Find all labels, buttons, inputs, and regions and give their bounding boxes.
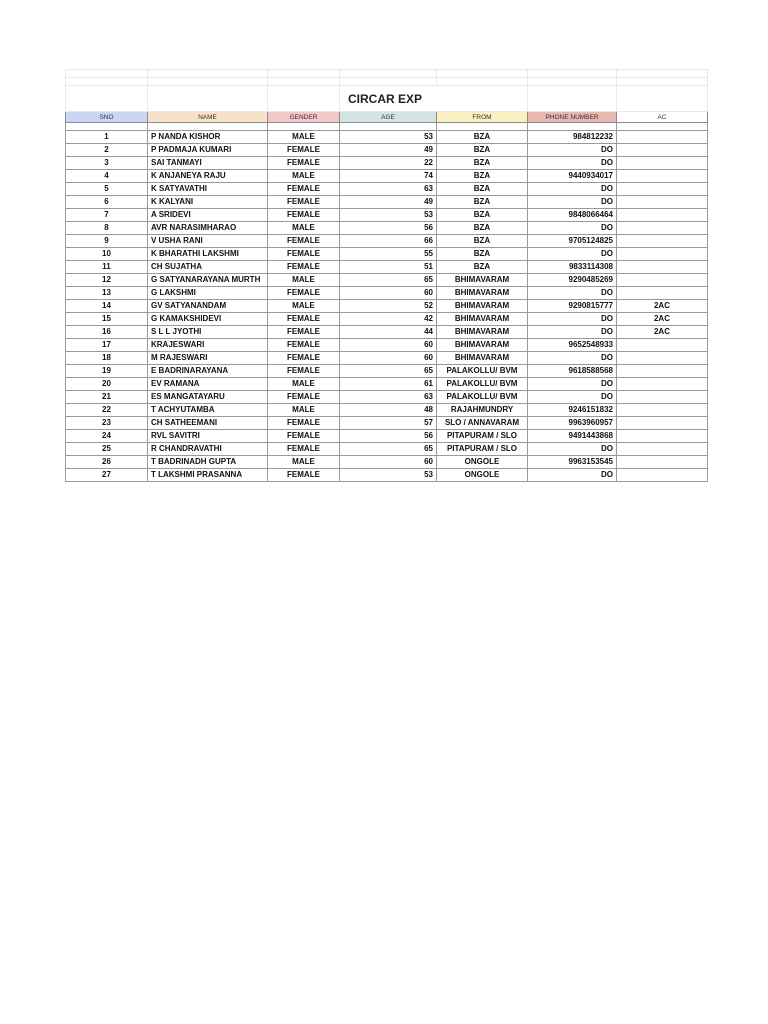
cell-name[interactable]: P NANDA KISHOR bbox=[148, 131, 268, 144]
cell-age[interactable]: 49 bbox=[340, 196, 437, 209]
cell-from[interactable]: PALAKOLLU/ BVM bbox=[437, 378, 528, 391]
cell-age[interactable]: 53 bbox=[340, 469, 437, 482]
cell-age[interactable]: 60 bbox=[340, 339, 437, 352]
cell-phone-number[interactable]: 9491443868 bbox=[528, 430, 617, 443]
cell-phone-number[interactable]: DO bbox=[528, 352, 617, 365]
cell-from[interactable]: BZA bbox=[437, 235, 528, 248]
cell-gender[interactable]: FEMALE bbox=[268, 209, 340, 222]
cell-phone-number[interactable]: DO bbox=[528, 196, 617, 209]
cell-age[interactable]: 22 bbox=[340, 157, 437, 170]
cell-phone-number[interactable]: DO bbox=[528, 248, 617, 261]
cell-name[interactable]: T LAKSHMI PRASANNA bbox=[148, 469, 268, 482]
cell-phone-number[interactable]: DO bbox=[528, 313, 617, 326]
cell-age[interactable]: 44 bbox=[340, 326, 437, 339]
cell-sno[interactable]: 4 bbox=[66, 170, 148, 183]
cell-ac[interactable]: 2AC bbox=[617, 326, 708, 339]
cell-ac[interactable] bbox=[617, 365, 708, 378]
cell-from[interactable]: BZA bbox=[437, 131, 528, 144]
cell-age[interactable]: 57 bbox=[340, 417, 437, 430]
cell-gender[interactable]: FEMALE bbox=[268, 339, 340, 352]
cell-name[interactable]: CH SATHEEMANI bbox=[148, 417, 268, 430]
cell-gender[interactable]: MALE bbox=[268, 404, 340, 417]
table-row bbox=[66, 274, 708, 287]
cell-phone-number[interactable]: 9440934017 bbox=[528, 170, 617, 183]
cell-name[interactable]: EV RAMANA bbox=[148, 378, 268, 391]
cell-sno[interactable]: 7 bbox=[66, 209, 148, 222]
cell-age[interactable]: 61 bbox=[340, 378, 437, 391]
cell-name[interactable]: K SATYAVATHI bbox=[148, 183, 268, 196]
cell-name[interactable]: K ANJANEYA RAJU bbox=[148, 170, 268, 183]
cell-ac[interactable] bbox=[617, 274, 708, 287]
cell-name[interactable]: GV SATYANANDAM bbox=[148, 300, 268, 313]
cell-sno[interactable]: 17 bbox=[66, 339, 148, 352]
cell-ac[interactable] bbox=[617, 469, 708, 482]
cell-gender[interactable]: FEMALE bbox=[268, 313, 340, 326]
cell-name[interactable]: A SRIDEVI bbox=[148, 209, 268, 222]
cell-sno[interactable]: 21 bbox=[66, 391, 148, 404]
cell-from[interactable]: BHIMAVARAM bbox=[437, 274, 528, 287]
cell-from[interactable]: BHIMAVARAM bbox=[437, 339, 528, 352]
cell-sno[interactable]: 6 bbox=[66, 196, 148, 209]
cell-gender[interactable]: FEMALE bbox=[268, 417, 340, 430]
cell-sno[interactable]: 5 bbox=[66, 183, 148, 196]
cell-ac[interactable] bbox=[617, 417, 708, 430]
table-row bbox=[66, 326, 708, 339]
header-phone-number[interactable]: PHONE NUMBER bbox=[528, 112, 617, 123]
header-age[interactable]: AGE bbox=[340, 112, 437, 123]
cell-sno[interactable]: 15 bbox=[66, 313, 148, 326]
table-row bbox=[66, 456, 708, 469]
cell-sno[interactable]: 10 bbox=[66, 248, 148, 261]
cell-phone-number[interactable]: 9963153545 bbox=[528, 456, 617, 469]
cell-sno[interactable]: 20 bbox=[66, 378, 148, 391]
cell-name[interactable]: P PADMAJA KUMARI bbox=[148, 144, 268, 157]
cell-age[interactable]: 60 bbox=[340, 352, 437, 365]
table-row bbox=[66, 222, 708, 235]
cell-ac[interactable] bbox=[617, 339, 708, 352]
cell-age[interactable]: 65 bbox=[340, 274, 437, 287]
table-row bbox=[66, 313, 708, 326]
cell-name[interactable]: RVL SAVITRI bbox=[148, 430, 268, 443]
cell-gender[interactable]: FEMALE bbox=[268, 326, 340, 339]
cell-ac[interactable] bbox=[617, 144, 708, 157]
cell-ac[interactable] bbox=[617, 196, 708, 209]
sheet-title: CIRCAR EXP bbox=[340, 86, 528, 112]
cell-gender[interactable]: FEMALE bbox=[268, 430, 340, 443]
cell-from[interactable]: BZA bbox=[437, 248, 528, 261]
cell-age[interactable]: 52 bbox=[340, 300, 437, 313]
cell-from[interactable]: BZA bbox=[437, 222, 528, 235]
table-row bbox=[66, 235, 708, 248]
cell-ac[interactable] bbox=[617, 456, 708, 469]
cell-from[interactable]: RAJAHMUNDRY bbox=[437, 404, 528, 417]
cell-sno[interactable]: 19 bbox=[66, 365, 148, 378]
cell-name[interactable]: ES MANGATAYARU bbox=[148, 391, 268, 404]
cell-sno[interactable]: 13 bbox=[66, 287, 148, 300]
table-row bbox=[66, 144, 708, 157]
cell-sno[interactable]: 11 bbox=[66, 261, 148, 274]
spacer-row bbox=[66, 123, 708, 131]
cell-from[interactable]: PITAPURAM / SLO bbox=[437, 443, 528, 456]
cell-gender[interactable]: MALE bbox=[268, 378, 340, 391]
cell-age[interactable]: 60 bbox=[340, 287, 437, 300]
cell-name[interactable]: M RAJESWARI bbox=[148, 352, 268, 365]
table-row bbox=[66, 261, 708, 274]
table-row bbox=[66, 352, 708, 365]
table-row bbox=[66, 196, 708, 209]
table-row bbox=[66, 131, 708, 144]
cell-phone-number[interactable]: 9652548933 bbox=[528, 339, 617, 352]
cell-phone-number[interactable]: DO bbox=[528, 378, 617, 391]
title-row bbox=[66, 86, 708, 112]
cell-age[interactable]: 56 bbox=[340, 222, 437, 235]
cell-sno[interactable]: 9 bbox=[66, 235, 148, 248]
cell-ac[interactable] bbox=[617, 430, 708, 443]
cell-from[interactable]: BZA bbox=[437, 209, 528, 222]
cell-gender[interactable]: MALE bbox=[268, 222, 340, 235]
cell-name[interactable]: KRAJESWARI bbox=[148, 339, 268, 352]
cell-from[interactable]: PALAKOLLU/ BVM bbox=[437, 391, 528, 404]
cell-name[interactable]: CH SUJATHA bbox=[148, 261, 268, 274]
cell-sno[interactable]: 1 bbox=[66, 131, 148, 144]
cell-age[interactable]: 56 bbox=[340, 430, 437, 443]
header-name[interactable]: NAME bbox=[148, 112, 268, 123]
table-row bbox=[66, 170, 708, 183]
table-row bbox=[66, 391, 708, 404]
cell-gender[interactable]: FEMALE bbox=[268, 248, 340, 261]
cell-ac[interactable] bbox=[617, 287, 708, 300]
cell-gender[interactable]: FEMALE bbox=[268, 183, 340, 196]
cell-sno[interactable]: 12 bbox=[66, 274, 148, 287]
cell-name[interactable]: R CHANDRAVATHI bbox=[148, 443, 268, 456]
cell-name[interactable]: G LAKSHMI bbox=[148, 287, 268, 300]
cell-name[interactable]: T BADRINADH GUPTA bbox=[148, 456, 268, 469]
passenger-table bbox=[65, 69, 708, 482]
cell-phone-number[interactable]: DO bbox=[528, 326, 617, 339]
cell-name[interactable]: E BADRINARAYANA bbox=[148, 365, 268, 378]
cell-ac[interactable] bbox=[617, 157, 708, 170]
cell-gender[interactable]: FEMALE bbox=[268, 157, 340, 170]
cell-gender[interactable]: FEMALE bbox=[268, 443, 340, 456]
header-row bbox=[66, 112, 708, 123]
cell-gender[interactable]: FEMALE bbox=[268, 365, 340, 378]
cell-from[interactable]: PITAPURAM / SLO bbox=[437, 430, 528, 443]
cell-phone-number[interactable]: DO bbox=[528, 443, 617, 456]
cell-age[interactable]: 55 bbox=[340, 248, 437, 261]
cell-sno[interactable]: 26 bbox=[66, 456, 148, 469]
cell-age[interactable]: 49 bbox=[340, 144, 437, 157]
cell-phone-number[interactable]: 9246151832 bbox=[528, 404, 617, 417]
cell-ac[interactable]: 2AC bbox=[617, 313, 708, 326]
cell-ac[interactable] bbox=[617, 404, 708, 417]
table-row bbox=[66, 157, 708, 170]
cell-sno[interactable]: 2 bbox=[66, 144, 148, 157]
cell-ac[interactable] bbox=[617, 183, 708, 196]
cell-ac[interactable] bbox=[617, 170, 708, 183]
table-row bbox=[66, 430, 708, 443]
cell-sno[interactable]: 18 bbox=[66, 352, 148, 365]
cell-phone-number[interactable]: DO bbox=[528, 144, 617, 157]
cell-gender[interactable]: FEMALE bbox=[268, 391, 340, 404]
cell-age[interactable]: 60 bbox=[340, 456, 437, 469]
cell-age[interactable]: 42 bbox=[340, 313, 437, 326]
cell-from[interactable]: BZA bbox=[437, 183, 528, 196]
cell-ac[interactable] bbox=[617, 209, 708, 222]
cell-from[interactable]: PALAKOLLU/ BVM bbox=[437, 365, 528, 378]
cell-phone-number[interactable]: DO bbox=[528, 157, 617, 170]
cell-age[interactable]: 51 bbox=[340, 261, 437, 274]
cell-from[interactable]: SLO / ANNAVARAM bbox=[437, 417, 528, 430]
cell-phone-number[interactable]: 9833114308 bbox=[528, 261, 617, 274]
cell-age[interactable]: 65 bbox=[340, 365, 437, 378]
cell-ac[interactable] bbox=[617, 443, 708, 456]
header-gender[interactable]: GENDER bbox=[268, 112, 340, 123]
cell-ac[interactable] bbox=[617, 248, 708, 261]
cell-gender[interactable]: MALE bbox=[268, 274, 340, 287]
cell-gender[interactable]: FEMALE bbox=[268, 469, 340, 482]
spreadsheet bbox=[65, 69, 707, 482]
cell-age[interactable]: 65 bbox=[340, 443, 437, 456]
table-row bbox=[66, 443, 708, 456]
cell-ac[interactable] bbox=[617, 131, 708, 144]
header-from[interactable]: FROM bbox=[437, 112, 528, 123]
cell-ac[interactable] bbox=[617, 391, 708, 404]
cell-name[interactable]: T ACHYUTAMBA bbox=[148, 404, 268, 417]
cell-name[interactable]: G SATYANARAYANA MURTH bbox=[148, 274, 268, 287]
cell-from[interactable]: BHIMAVARAM bbox=[437, 300, 528, 313]
table-row bbox=[66, 287, 708, 300]
table-row bbox=[66, 209, 708, 222]
header-sno[interactable]: SNO bbox=[66, 112, 148, 123]
cell-name[interactable]: K KALYANI bbox=[148, 196, 268, 209]
cell-gender[interactable]: MALE bbox=[268, 131, 340, 144]
cell-from[interactable]: BHIMAVARAM bbox=[437, 287, 528, 300]
cell-gender[interactable]: FEMALE bbox=[268, 287, 340, 300]
cell-gender[interactable]: MALE bbox=[268, 456, 340, 469]
table-row bbox=[66, 365, 708, 378]
cell-ac[interactable] bbox=[617, 235, 708, 248]
cell-from[interactable]: BZA bbox=[437, 261, 528, 274]
cell-from[interactable]: BZA bbox=[437, 157, 528, 170]
cell-from[interactable]: BHIMAVARAM bbox=[437, 326, 528, 339]
cell-gender[interactable]: FEMALE bbox=[268, 235, 340, 248]
table-row bbox=[66, 404, 708, 417]
cell-from[interactable]: ONGOLE bbox=[437, 456, 528, 469]
cell-phone-number[interactable]: 9618588568 bbox=[528, 365, 617, 378]
cell-sno[interactable]: 27 bbox=[66, 469, 148, 482]
cell-phone-number[interactable]: 984812232 bbox=[528, 131, 617, 144]
cell-ac[interactable] bbox=[617, 378, 708, 391]
cell-age[interactable]: 63 bbox=[340, 391, 437, 404]
table-row bbox=[66, 300, 708, 313]
cell-gender[interactable]: MALE bbox=[268, 300, 340, 313]
cell-phone-number[interactable]: 9290485269 bbox=[528, 274, 617, 287]
blank-row bbox=[66, 70, 708, 78]
cell-age[interactable]: 53 bbox=[340, 209, 437, 222]
cell-phone-number[interactable]: DO bbox=[528, 183, 617, 196]
cell-age[interactable]: 63 bbox=[340, 183, 437, 196]
cell-phone-number[interactable]: DO bbox=[528, 469, 617, 482]
cell-name[interactable]: V USHA RANI bbox=[148, 235, 268, 248]
table-row bbox=[66, 248, 708, 261]
cell-gender[interactable]: FEMALE bbox=[268, 261, 340, 274]
cell-from[interactable]: BHIMAVARAM bbox=[437, 352, 528, 365]
table-row bbox=[66, 339, 708, 352]
cell-name[interactable]: S L L JYOTHI bbox=[148, 326, 268, 339]
cell-age[interactable]: 66 bbox=[340, 235, 437, 248]
cell-ac[interactable]: 2AC bbox=[617, 300, 708, 313]
cell-sno[interactable]: 23 bbox=[66, 417, 148, 430]
cell-gender[interactable]: FEMALE bbox=[268, 196, 340, 209]
cell-from[interactable]: BZA bbox=[437, 170, 528, 183]
header-ac[interactable]: AC bbox=[617, 112, 708, 123]
cell-age[interactable]: 48 bbox=[340, 404, 437, 417]
cell-gender[interactable]: FEMALE bbox=[268, 352, 340, 365]
cell-gender[interactable]: MALE bbox=[268, 170, 340, 183]
cell-phone-number[interactable]: 9290815777 bbox=[528, 300, 617, 313]
cell-phone-number[interactable]: DO bbox=[528, 287, 617, 300]
cell-phone-number[interactable]: DO bbox=[528, 222, 617, 235]
cell-from[interactable]: ONGOLE bbox=[437, 469, 528, 482]
cell-from[interactable]: BZA bbox=[437, 196, 528, 209]
cell-age[interactable]: 53 bbox=[340, 131, 437, 144]
cell-name[interactable]: K BHARATHI LAKSHMI bbox=[148, 248, 268, 261]
table-row bbox=[66, 183, 708, 196]
cell-sno[interactable]: 22 bbox=[66, 404, 148, 417]
cell-ac[interactable] bbox=[617, 352, 708, 365]
cell-sno[interactable]: 25 bbox=[66, 443, 148, 456]
blank-row bbox=[66, 78, 708, 86]
cell-name[interactable]: SAI TANMAYI bbox=[148, 157, 268, 170]
cell-sno[interactable]: 14 bbox=[66, 300, 148, 313]
cell-from[interactable]: BHIMAVARAM bbox=[437, 313, 528, 326]
cell-sno[interactable]: 3 bbox=[66, 157, 148, 170]
cell-name[interactable]: G KAMAKSHIDEVI bbox=[148, 313, 268, 326]
cell-phone-number[interactable]: DO bbox=[528, 391, 617, 404]
cell-sno[interactable]: 24 bbox=[66, 430, 148, 443]
cell-name[interactable]: AVR NARASIMHARAO bbox=[148, 222, 268, 235]
table-row bbox=[66, 417, 708, 430]
cell-phone-number[interactable]: 9963960957 bbox=[528, 417, 617, 430]
table-row bbox=[66, 469, 708, 482]
cell-sno[interactable]: 16 bbox=[66, 326, 148, 339]
cell-from[interactable]: BZA bbox=[437, 144, 528, 157]
cell-ac[interactable] bbox=[617, 261, 708, 274]
cell-ac[interactable] bbox=[617, 222, 708, 235]
cell-age[interactable]: 74 bbox=[340, 170, 437, 183]
table-body bbox=[66, 70, 708, 482]
cell-sno[interactable]: 8 bbox=[66, 222, 148, 235]
table-row bbox=[66, 378, 708, 391]
cell-gender[interactable]: FEMALE bbox=[268, 144, 340, 157]
cell-phone-number[interactable]: 9848066464 bbox=[528, 209, 617, 222]
cell-phone-number[interactable]: 9705124825 bbox=[528, 235, 617, 248]
